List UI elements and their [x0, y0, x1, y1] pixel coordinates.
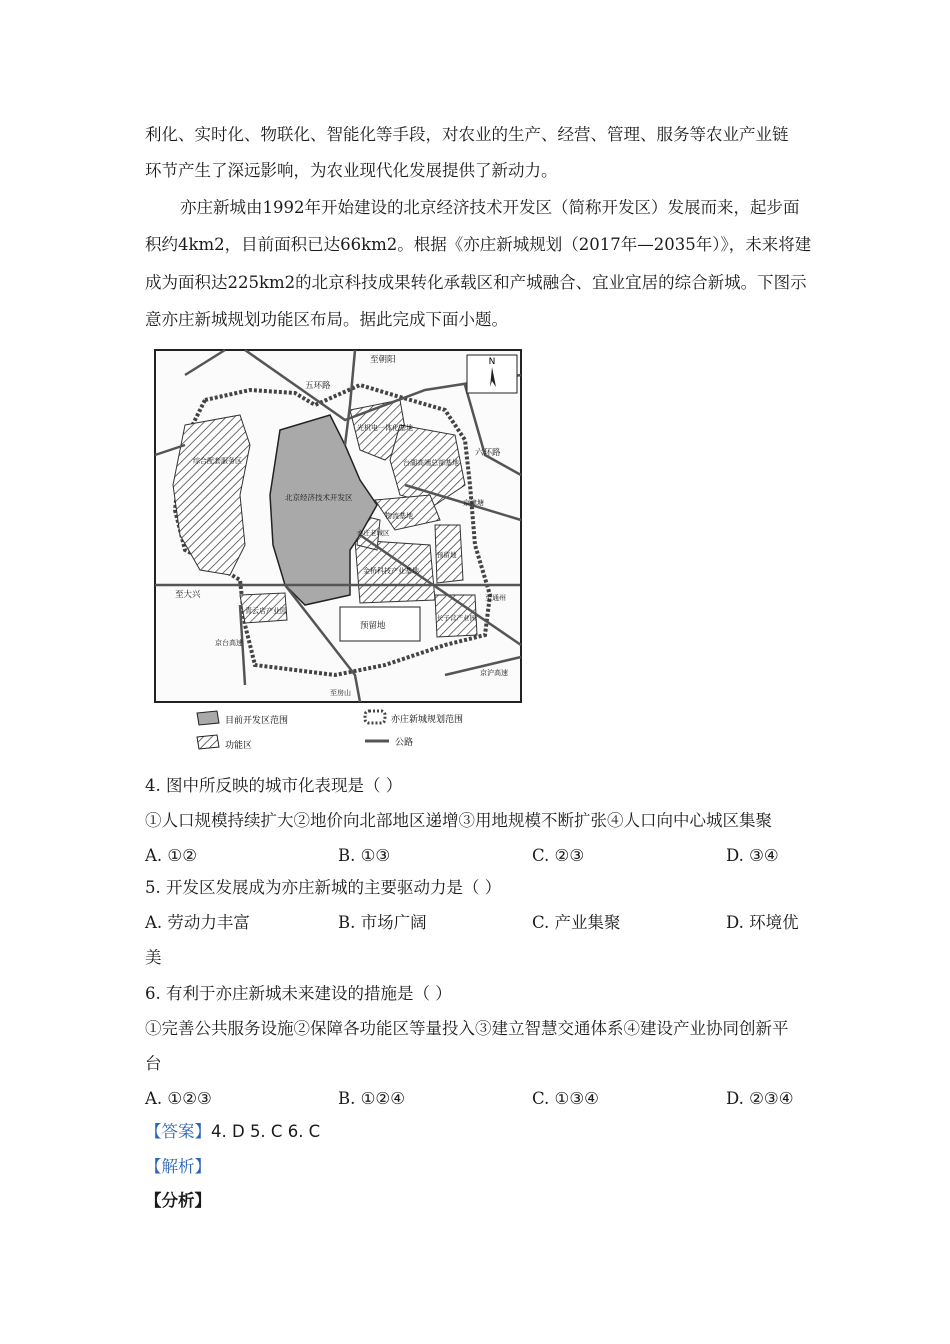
north-label: N	[488, 357, 496, 367]
map-label: 六环路	[475, 448, 501, 458]
q6-items-cont: 台	[145, 1054, 162, 1073]
paragraph-line: 积约4km2，目前面积已达66km2。根据《亦庄新城规划（2017年—2035年）》，未来将建	[145, 235, 812, 254]
q6-option-c: C. ①③④	[532, 1089, 599, 1108]
answer-value: 4. D 5. C 6. C	[211, 1122, 321, 1141]
answer-label: 【答案】	[145, 1122, 211, 1141]
q5-option-c: C. 产业集聚	[532, 913, 621, 932]
map-label: 京台高速	[215, 639, 243, 647]
q6-items: ①完善公共服务设施②保障各功能区等量投入③建立智慧交通体系④建设产业协同创新平	[145, 1019, 789, 1038]
q5-option-d-cont: 美	[145, 948, 162, 967]
paragraph-line: 成为面积达225km2的北京科技成果转化承载区和产城融合、宜业宜居的综合新城。下图示	[145, 273, 807, 292]
legend-gray-swatch	[197, 711, 219, 725]
q4-option-b: B. ①③	[338, 846, 391, 865]
q5-option-a: A. 劳动力丰富	[145, 913, 250, 932]
map-label: 京沪高速	[480, 669, 508, 677]
paragraph-line: 亦庄新城由1992年开始建设的北京经济技术开发区（简称开发区）发展而来，起步面	[180, 198, 800, 217]
map-label: 北京经济技术开发区	[285, 493, 353, 502]
legend-label: 亦庄新城规划范围	[391, 715, 464, 725]
map-label: 光机电一体化基地	[357, 424, 413, 432]
answer-line	[145, 1121, 320, 1143]
map-label: 综合配套服务区	[193, 457, 242, 465]
q4-option-c: C. ②③	[532, 846, 585, 865]
map-label: 五环路	[305, 381, 331, 391]
q4-option-a: A. ①②	[145, 846, 197, 865]
q5-option-b: B. 市场广阔	[338, 913, 427, 932]
q4-stem: 4. 图中所反映的城市化表现是（ ）	[145, 776, 403, 795]
map-label: 台湖高端总部基地	[403, 459, 459, 467]
legend-label: 目前开发区范围	[225, 716, 289, 726]
map-label: 至通州	[485, 594, 506, 602]
q6-stem: 6. 有利于亦庄新城未来建设的措施是（ ）	[145, 984, 452, 1003]
q6-option-a: A. ①②③	[145, 1089, 212, 1108]
paragraph-line: 利化、实时化、物联化、智能化等手段，对农业的生产、经营、管理、服务等农业产业链	[145, 125, 789, 144]
map-label: 金桥科技产业基地	[363, 567, 419, 575]
map-legend	[197, 711, 463, 751]
q4-items: ①人口规模持续扩大②地价向北部地区递增③用地规模不断扩张④人口向中心城区集聚	[145, 811, 772, 830]
map-label: 物流基地	[385, 512, 413, 520]
map-label: 至大兴	[175, 590, 201, 600]
map-label: 亦庄老城区	[357, 529, 390, 537]
map-label: 京津塘	[463, 499, 484, 507]
legend-hatch-swatch	[197, 735, 219, 749]
legend-label: 公路	[395, 738, 414, 748]
fenxi-label: 【分析】	[145, 1191, 211, 1210]
paragraph-line: 意亦庄新城规划功能区布局。据此完成下面小题。	[145, 310, 508, 329]
q6-option-d: D. ②③④	[726, 1089, 794, 1108]
map-label: 至朝阳	[370, 355, 396, 365]
map-label: 至房山	[330, 689, 351, 697]
yizhuang-map-figure	[145, 345, 525, 755]
legend-label: 功能区	[225, 741, 253, 751]
q5-stem: 5. 开发区发展成为亦庄新城的主要驱动力是（ ）	[145, 878, 502, 897]
q4-option-d: D. ③④	[726, 846, 779, 865]
map-label: 预留地	[360, 621, 386, 631]
q6-option-b: B. ①②④	[338, 1089, 405, 1108]
map-label: 预留地	[437, 551, 457, 559]
map-label: 青云店产业园	[245, 607, 287, 615]
analysis-label: 【解析】	[145, 1157, 211, 1176]
q5-option-d: D. 环境优	[726, 913, 799, 932]
map-label: 长子营产业园	[437, 614, 476, 622]
legend-plan-swatch	[365, 711, 385, 723]
paragraph-line: 环节产生了深远影响，为农业现代化发展提供了新动力。	[145, 161, 558, 180]
